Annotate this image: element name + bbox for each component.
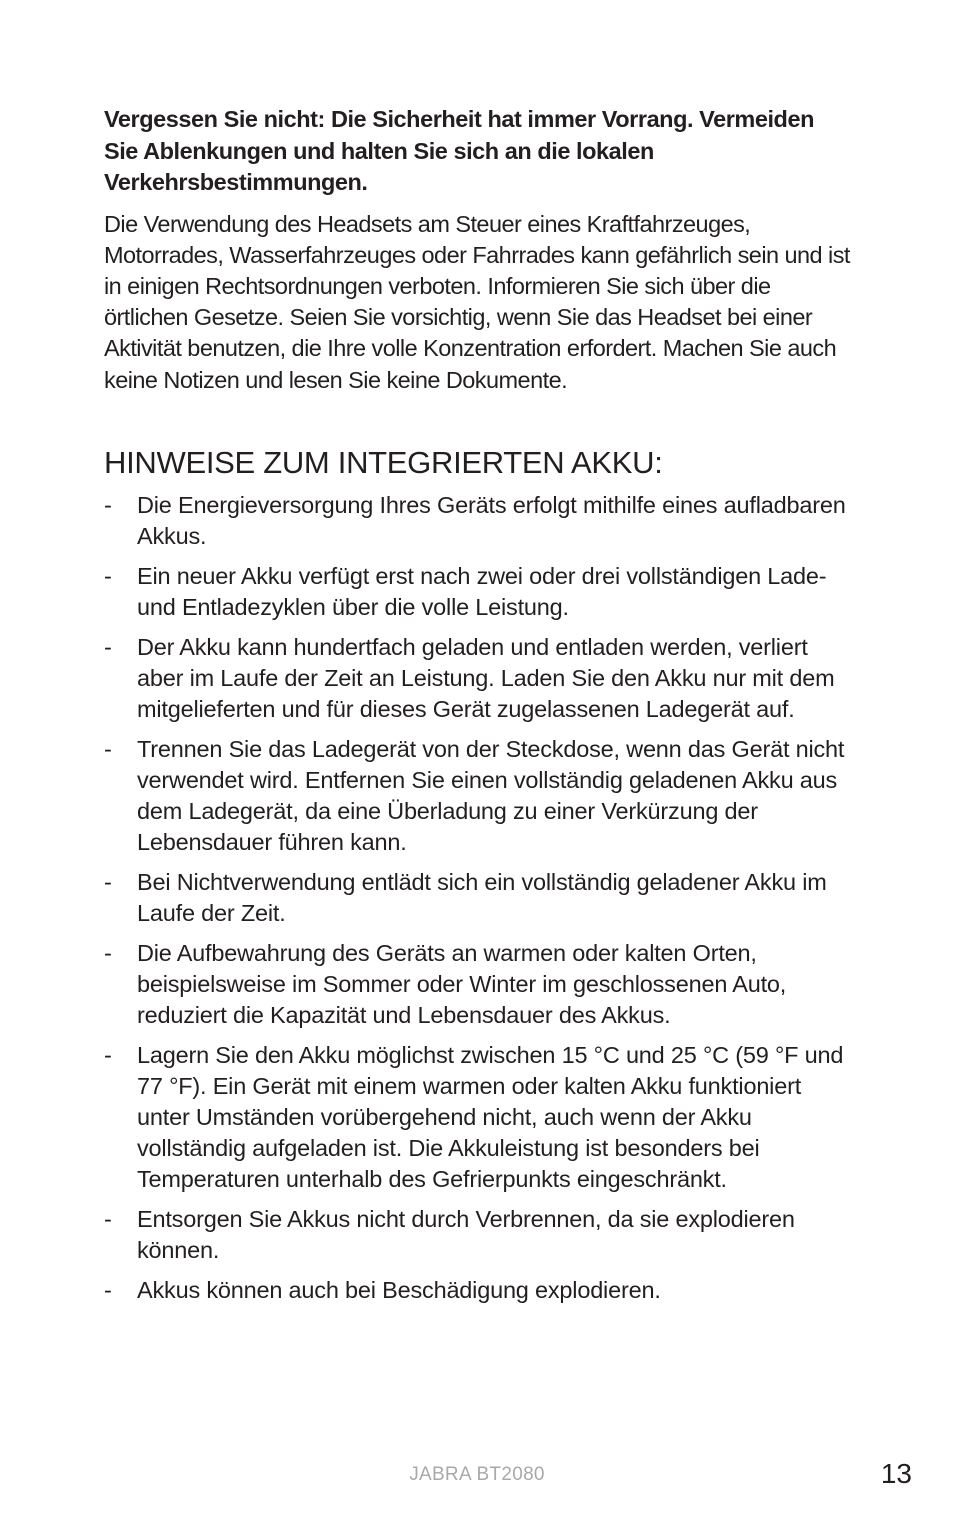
footer-brand: JABRA BT2080 (409, 1464, 545, 1485)
list-item (104, 561, 852, 623)
list-item-text: Akkus können auch bei Beschädigung explodieren. (137, 1276, 661, 1303)
safety-warning: Vergessen Sie nicht: Die Sicherheit hat immer Vorrang. Vermeiden Sie Ablenkungen und halten Sie sich an die lokalen Verkehrsbestimmungen. (104, 106, 814, 195)
list-item (104, 1204, 852, 1266)
list-item-text: Entsorgen Sie Akkus nicht durch Verbrennen, da sie explodieren können. (137, 1205, 795, 1263)
list-item-text: Die Aufbewahrung des Geräts an warmen oder kalten Orten, beispielsweise im Sommer oder Winter im geschlossenen Auto, reduziert die Kapazität und Lebensdauer des Akkus. (137, 939, 787, 1028)
list-item-text: Trennen Sie das Ladegerät von der Steckdose, wenn das Gerät nicht verwendet wird. Entfernen Sie einen vollständig geladenen Akku aus dem Ladegerät, da eine Überladung zu einer Verkürzung der Lebensdauer führen kann. (137, 735, 845, 855)
list-item-text: Lagern Sie den Akku möglichst zwischen 15 °C und 25 °C (59 °F und 77 °F). Ein Gerät mit einem warmen oder kalten Akku funktioniert unter Umständen vorübergehend nicht, auch wenn der Akku vollständig aufgeladen ist. Die Akkuleistung ist besonders bei Temperaturen unterhalb des Gefrierpunkts eingeschränkt. (137, 1041, 844, 1192)
page-content (104, 104, 852, 1315)
list-bullet: - (104, 1205, 112, 1232)
list-item (104, 867, 852, 929)
list-item-text: Die Energieversorgung Ihres Geräts erfolgt mithilfe eines aufladbaren Akkus. (137, 491, 846, 549)
list-item (104, 1275, 852, 1306)
list-bullet: - (104, 735, 112, 762)
intro-paragraph: Die Verwendung des Headsets am Steuer eines Kraftfahrzeuges, Motorrades, Wasserfahrzeuges oder Fahrrades kann gefährlich sein und ist in einigen Rechtsordnungen verboten. Informieren Sie sich über die örtlichen Gesetze. Seien Sie vorsichtig, wenn Sie das Headset bei einer Aktivität benutzen, die Ihre volle Konzentration erfordert. Machen Sie auch keine Notizen und lesen Sie keine Dokumente. (104, 210, 850, 393)
section-title: HINWEISE ZUM INTEGRIERTEN AKKU: (104, 444, 663, 480)
list-bullet: - (104, 562, 112, 589)
list-item-text: Der Akku kann hundertfach geladen und entladen werden, verliert aber im Laufe der Zeit an Leistung. Laden Sie den Akku nur mit dem mitgelieferten und für dieses Gerät zugelassenen Ladegerät auf. (137, 633, 835, 722)
list-item (104, 938, 852, 1031)
list-item (104, 734, 852, 858)
list-bullet: - (104, 1276, 112, 1303)
list-bullet: - (104, 939, 112, 966)
list-item-text: Bei Nichtverwendung entlädt sich ein vollständig geladener Akku im Laufe der Zeit. (137, 868, 827, 926)
page-number: 13 (880, 1458, 912, 1489)
list-bullet: - (104, 633, 112, 660)
list-bullet: - (104, 1041, 112, 1068)
list-bullet: - (104, 868, 112, 895)
list-item (104, 490, 852, 552)
list-item (104, 1040, 852, 1195)
list-item (104, 632, 852, 725)
list-bullet: - (104, 491, 112, 518)
battery-notes-list (104, 490, 852, 1306)
list-item-text: Ein neuer Akku verfügt erst nach zwei oder drei vollständigen Lade- und Entladezyklen über die volle Leistung. (137, 562, 827, 620)
